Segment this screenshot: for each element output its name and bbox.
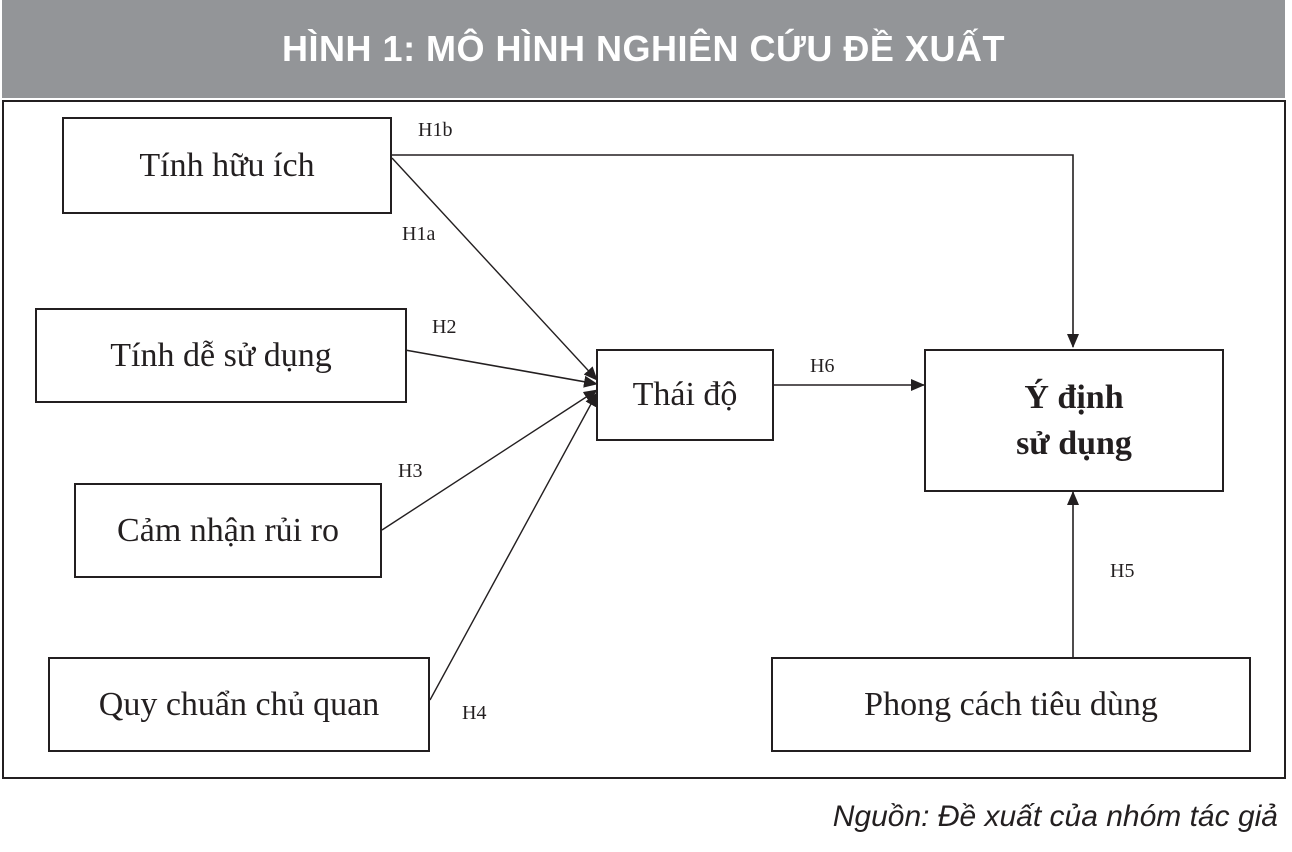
node-perceived-risk bbox=[74, 483, 382, 578]
arrow-h1a bbox=[392, 158, 597, 380]
node-perceived-usefulness-label: Tính hữu ích bbox=[139, 146, 315, 184]
node-perceived-usefulness bbox=[62, 117, 392, 214]
node-subjective-norm-label: Quy chuẩn chủ quan bbox=[98, 685, 380, 723]
node-attitude-label: Thái độ bbox=[632, 376, 738, 413]
arrow-h2 bbox=[405, 350, 597, 384]
node-ease-of-use bbox=[35, 308, 407, 403]
label-h4: H4 bbox=[462, 702, 487, 724]
label-h6: H6 bbox=[810, 355, 835, 377]
node-usage-intention bbox=[924, 349, 1224, 492]
figure-source: Nguồn: Đề xuất của nhóm tác giả bbox=[832, 800, 1278, 833]
arrow-h4 bbox=[430, 393, 597, 700]
label-h2: H2 bbox=[432, 316, 457, 338]
label-h5: H5 bbox=[1110, 560, 1135, 582]
figure-title: HÌNH 1: MÔ HÌNH NGHIÊN CỨU ĐỀ XUẤT bbox=[2, 0, 1285, 98]
node-attitude bbox=[596, 349, 774, 441]
node-consumption-style bbox=[771, 657, 1251, 752]
node-usage-intention-line2: sử dụng bbox=[1016, 424, 1132, 462]
label-h1b: H1b bbox=[418, 119, 453, 141]
node-perceived-risk-label: Cảm nhận rủi ro bbox=[117, 511, 339, 549]
node-ease-of-use-label: Tính dễ sử dụng bbox=[110, 336, 332, 374]
label-h3: H3 bbox=[398, 460, 423, 482]
node-usage-intention-line1: Ý định bbox=[1024, 378, 1124, 416]
node-consumption-style-label: Phong cách tiêu dùng bbox=[864, 685, 1158, 723]
node-subjective-norm bbox=[48, 657, 430, 752]
arrow-h1b bbox=[392, 155, 1073, 347]
label-h1a: H1a bbox=[402, 223, 436, 245]
